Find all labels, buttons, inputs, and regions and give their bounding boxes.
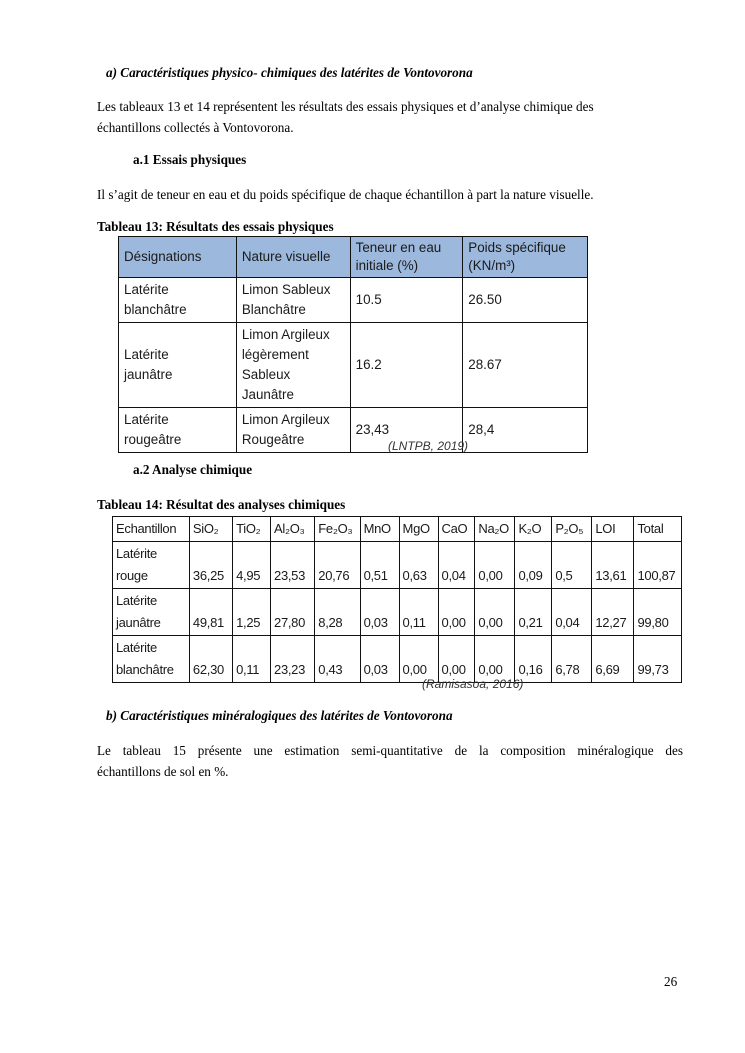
table14-header: LOI — [592, 517, 634, 542]
table14-cell: 0,00 — [438, 636, 475, 683]
table13-header-poids-l1: Poids spécifique — [468, 240, 566, 255]
table14-source: (Ramisasoa, 2016) — [422, 677, 524, 691]
subsection-a1-title: a.1 Essais physiques — [133, 152, 247, 167]
intro-paragraph — [97, 96, 667, 138]
table-row — [113, 542, 682, 589]
table14-cell: 6,78 — [552, 636, 592, 683]
table14-header: TiO₂ — [233, 517, 271, 542]
table14-cell: 36,25 — [189, 542, 232, 589]
table13-cell-teneur: 16.2 — [350, 323, 463, 408]
table14-header-row — [113, 517, 682, 542]
table14-cell: 12,27 — [592, 589, 634, 636]
table13-nature-l2: légèrement — [241, 347, 309, 362]
table14-header: MnO — [360, 517, 399, 542]
table14-sample-l1: Latérite — [116, 546, 157, 561]
table14-cell: 4,95 — [233, 542, 271, 589]
table14-header: P₂O₅ — [552, 517, 592, 542]
table14-cell: 0,03 — [360, 589, 399, 636]
table-row — [113, 589, 682, 636]
table14-cell: 0,00 — [475, 542, 515, 589]
table14-header: Total — [634, 517, 682, 542]
table-row — [119, 323, 588, 408]
table13-source: (LNTPB, 2019) — [388, 439, 469, 453]
table14-cell: 0,16 — [515, 636, 552, 683]
table14-header: MgO — [399, 517, 438, 542]
table13-nature-l2: Rougeâtre — [241, 432, 305, 447]
table13-cell-nature — [236, 408, 350, 453]
table-row — [113, 636, 682, 683]
table14-cell-sample — [113, 589, 190, 636]
table14-cell: 20,76 — [315, 542, 360, 589]
table14-header: SiO₂ — [189, 517, 232, 542]
table13-cell-designation — [119, 408, 237, 453]
table14-header: Na₂O — [475, 517, 515, 542]
table14-cell: 49,81 — [189, 589, 232, 636]
table-row — [119, 408, 588, 453]
table14-cell: 99,73 — [634, 636, 682, 683]
intro-line-1: Les tableaux 13 et 14 représentent les résultats des essais physiques et d’analyse chimique des — [97, 99, 594, 114]
table14-cell-sample — [113, 636, 190, 683]
table13-nature-l1: Limon Argileux — [241, 412, 330, 427]
table14-cell-sample — [113, 542, 190, 589]
table14-sample-l2: rouge — [116, 568, 148, 583]
table14-cell: 0,5 — [552, 542, 592, 589]
section-a-title: a) Caractéristiques physico- chimiques des latérites de Vontovorona — [106, 65, 473, 80]
table13-header-poids-l2: (KN/m³) — [468, 258, 516, 273]
table13-cell-poids: 28.67 — [463, 323, 588, 408]
table13-header-row — [119, 237, 588, 278]
table14-cell: 0,09 — [515, 542, 552, 589]
table14 — [112, 516, 682, 683]
table13 — [118, 236, 588, 453]
section-b-title: b) Caractéristiques minéralogiques des latérites de Vontovorona — [106, 708, 453, 723]
table13-cell-teneur: 10.5 — [350, 278, 463, 323]
table14-sample-l2: jaunâtre — [116, 615, 161, 630]
table13-nature-l1: Limon Argileux — [241, 327, 330, 342]
table13-cell-poids: 28,4 — [463, 408, 588, 453]
section-b-line-2: échantillons de sol en %. — [97, 764, 229, 779]
table14-cell: 23,23 — [271, 636, 315, 683]
table14-header: Echantillon — [113, 517, 190, 542]
table13-designation-l1: Latérite — [124, 347, 169, 362]
table13-header-teneur — [350, 237, 463, 278]
table14-header: Al₂O₃ — [271, 517, 315, 542]
table13-designation-l1: Latérite — [124, 412, 169, 427]
table-row — [119, 278, 588, 323]
subsection-a1-text: Il s’agit de teneur en eau et du poids spécifique de chaque échantillon à part la nature visuelle. — [97, 187, 594, 202]
table13-header-teneur-l2: initiale (%) — [355, 258, 419, 273]
table14-cell: 0,00 — [475, 589, 515, 636]
table14-sample-l2: blanchâtre — [116, 662, 174, 677]
table13-nature-l4: Jaunâtre — [241, 387, 294, 402]
table13-cell-teneur: 23,43 — [350, 408, 463, 453]
intro-line-2: échantillons collectés à Vontovorona. — [97, 120, 294, 135]
table13-designation-l2: blanchâtre — [124, 302, 187, 317]
table14-cell: 0,04 — [552, 589, 592, 636]
table14-cell: 100,87 — [634, 542, 682, 589]
table14-cell: 0,11 — [399, 589, 438, 636]
table14-cell: 62,30 — [189, 636, 232, 683]
page-number: 26 — [664, 974, 678, 989]
table14-cell: 0,00 — [438, 589, 475, 636]
table14-header: Fe₂O₃ — [315, 517, 360, 542]
table13-nature-l3: Sableux — [241, 367, 291, 382]
table13-cell-designation — [119, 323, 237, 408]
table14-cell: 27,80 — [271, 589, 315, 636]
table14-cell: 0,03 — [360, 636, 399, 683]
table14-cell: 0,04 — [438, 542, 475, 589]
table14-sample-l1: Latérite — [116, 593, 157, 608]
section-b-line-1: Le tableau 15 présente une estimation semi-quantitative de la composition minéralogique des — [97, 743, 683, 758]
table13-header-designation: Désignations — [119, 237, 237, 278]
table14-sample-l1: Latérite — [116, 640, 157, 655]
table14-cell: 6,69 — [592, 636, 634, 683]
table13-nature-l2: Blanchâtre — [241, 302, 306, 317]
table14-cell: 0,11 — [233, 636, 271, 683]
table13-caption: Tableau 13: Résultats des essais physiques — [97, 219, 334, 234]
table13-designation-l2: rougeâtre — [124, 432, 182, 447]
table14-header: CaO — [438, 517, 475, 542]
table14-caption: Tableau 14: Résultat des analyses chimiques — [97, 497, 346, 512]
table13-header-teneur-l1: Teneur en eau — [355, 240, 442, 255]
table13-nature-l1: Limon Sableux — [241, 282, 331, 297]
table14-cell: 0,21 — [515, 589, 552, 636]
table14-cell: 13,61 — [592, 542, 634, 589]
table14-cell: 1,25 — [233, 589, 271, 636]
table14-cell: 99,80 — [634, 589, 682, 636]
table14-header: K₂O — [515, 517, 552, 542]
table14-cell: 0,00 — [475, 636, 515, 683]
table14-cell: 0,43 — [315, 636, 360, 683]
table14-cell: 0,63 — [399, 542, 438, 589]
table14-cell: 23,53 — [271, 542, 315, 589]
table13-cell-designation — [119, 278, 237, 323]
table13-designation-l1: Latérite — [124, 282, 169, 297]
table13-cell-nature — [236, 323, 350, 408]
section-b-paragraph — [97, 740, 683, 782]
table13-designation-l2: jaunâtre — [124, 367, 173, 382]
table13-header-poids — [463, 237, 588, 278]
table13-header-nature: Nature visuelle — [236, 237, 350, 278]
table13-cell-nature — [236, 278, 350, 323]
table14-cell: 0,51 — [360, 542, 399, 589]
subsection-a2-title: a.2 Analyse chimique — [133, 462, 253, 477]
table14-cell: 8,28 — [315, 589, 360, 636]
table14-cell: 0,00 — [399, 636, 438, 683]
table13-cell-poids: 26.50 — [463, 278, 588, 323]
